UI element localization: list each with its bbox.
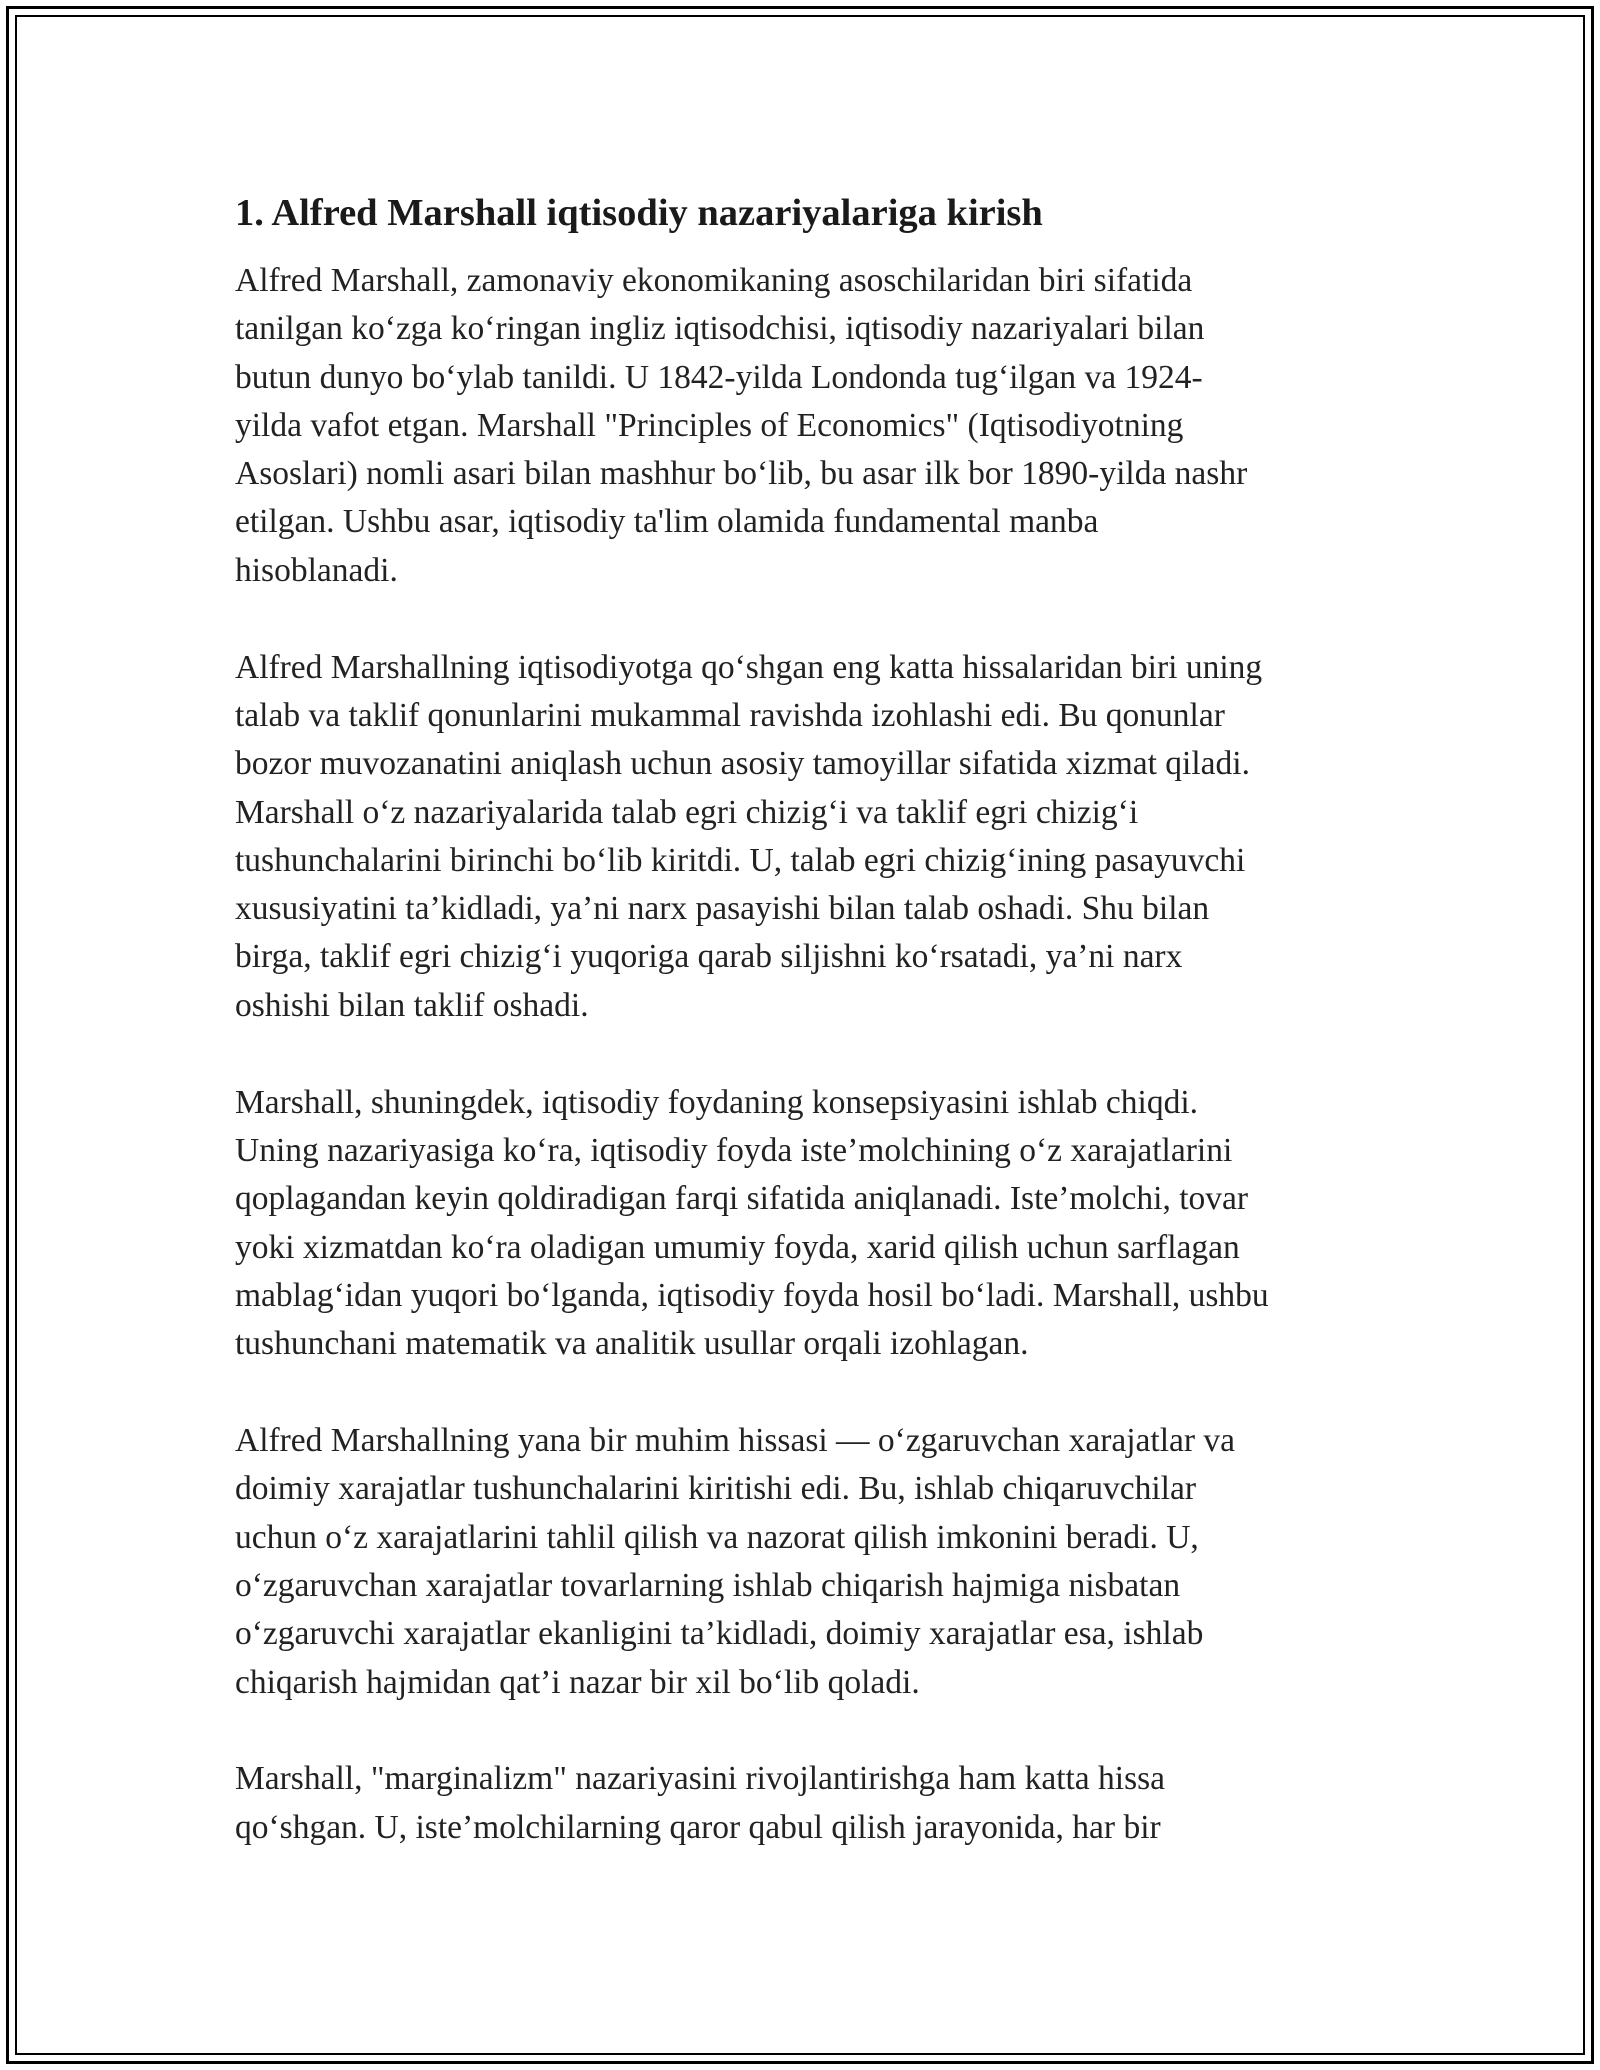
paragraph-line: birga, taklif egri chizig‘i yuqoriga qarab siljishni ko‘rsatadi, ya’ni narx — [235, 938, 1183, 976]
document-body — [235, 183, 1375, 1852]
paragraph-line: Alfred Marshallning yana bir muhim hissasi — o‘zgaruvchan xarajatlar va — [235, 1422, 1236, 1460]
paragraph-line: o‘zgaruvchi xarajatlar ekanligini ta’kidladi, doimiy xarajatlar esa, ishlab — [235, 1615, 1204, 1653]
paragraph-line: Alfred Marshallning iqtisodiyotga qo‘shgan eng katta hissalaridan biri uning — [235, 648, 1263, 686]
paragraph-container — [235, 257, 1375, 1852]
paragraph-line: etilgan. Ushbu asar, iqtisodiy ta'lim olamida fundamental manba — [235, 503, 1099, 541]
paragraph-line: Uning nazariyasiga ko‘ra, iqtisodiy foyda iste’molchining o‘z xarajatlarini — [235, 1131, 1233, 1169]
paragraph-line: yoki xizmatdan ko‘ra oladigan umumiy foyda, xarid qilish uchun sarflagan — [235, 1228, 1240, 1266]
section-heading: 1. Alfred Marshall iqtisodiy nazariyalariga kirish — [235, 192, 1043, 234]
paragraph-line: qo‘shgan. U, iste’molchilarning qaror qabul qilish jarayonida, har bir — [235, 1808, 1161, 1846]
paragraph-line: yilda vafot etgan. Marshall "Principles of Economics" (Iqtisodiyotning — [235, 406, 1184, 444]
body-paragraph — [235, 644, 1375, 1030]
paragraph-line: chiqarish hajmidan qat’i nazar bir xil bo‘lib qoladi. — [235, 1663, 920, 1701]
paragraph-line: oshishi bilan taklif oshadi. — [235, 986, 589, 1024]
paragraph-line: Marshall o‘z nazariyalarida talab egri chizig‘i va taklif egri chizig‘i — [235, 793, 1139, 831]
paragraph-line: butun dunyo bo‘ylab tanildi. U 1842-yilda Londonda tug‘ilgan va 1924- — [235, 358, 1203, 396]
paragraph-line: tanilgan ko‘zga ko‘ringan ingliz iqtisodchisi, iqtisodiy nazariyalari bilan — [235, 310, 1205, 348]
paragraph-line: tushunchalarini birinchi bo‘lib kiritdi. U, talab egri chizig‘ining pasayuvchi — [235, 841, 1246, 879]
paragraph-line: Marshall, shuningdek, iqtisodiy foydaning konsepsiyasini ishlab chiqdi. — [235, 1083, 1199, 1121]
paragraph-line: Marshall, "marginalizm" nazariyasini rivojlantirishga ham katta hissa — [235, 1760, 1166, 1798]
paragraph-line: tushunchani matematik va analitik usullar orqali izohlagan. — [235, 1325, 1029, 1363]
paragraph-line: doimiy xarajatlar tushunchalarini kiritishi edi. Bu, ishlab chiqaruvchilar — [235, 1470, 1197, 1508]
body-paragraph — [235, 257, 1375, 595]
body-paragraph — [235, 1079, 1375, 1369]
paragraph-line: hisoblanadi. — [235, 551, 398, 589]
paragraph-line: uchun o‘z xarajatlarini tahlil qilish va nazorat qilish imkonini beradi. U, — [235, 1518, 1199, 1556]
paragraph-line: Alfred Marshall, zamonaviy ekonomikaning asoschilaridan biri sifatida — [235, 262, 1193, 299]
paragraph-line: xususiyatini ta’kidladi, ya’ni narx pasayishi bilan talab oshadi. Shu bilan — [235, 890, 1210, 928]
paragraph-line: o‘zgaruvchan xarajatlar tovarlarning ishlab chiqarish hajmiga nisbatan — [235, 1566, 1181, 1604]
paragraph-line: Asoslari) nomli asari bilan mashhur bo‘lib, bu asar ilk bor 1890-yilda nashr — [235, 455, 1248, 493]
paragraph-line: talab va taklif qonunlarini mukammal ravishda izohlashi edi. Bu qonunlar — [235, 696, 1225, 734]
paragraph-line: qoplagandan keyin qoldiradigan farqi sifatida aniqlanadi. Iste’molchi, tovar — [235, 1180, 1249, 1218]
paragraph-line: mablag‘idan yuqori bo‘lganda, iqtisodiy foyda hosil bo‘ladi. Marshall, ushbu — [235, 1276, 1269, 1314]
body-paragraph — [235, 1755, 1375, 1852]
paragraph-line: bozor muvozanatini aniqlash uchun asosiy tamoyillar sifatida xizmat qiladi. — [235, 745, 1250, 783]
body-paragraph — [235, 1417, 1375, 1707]
